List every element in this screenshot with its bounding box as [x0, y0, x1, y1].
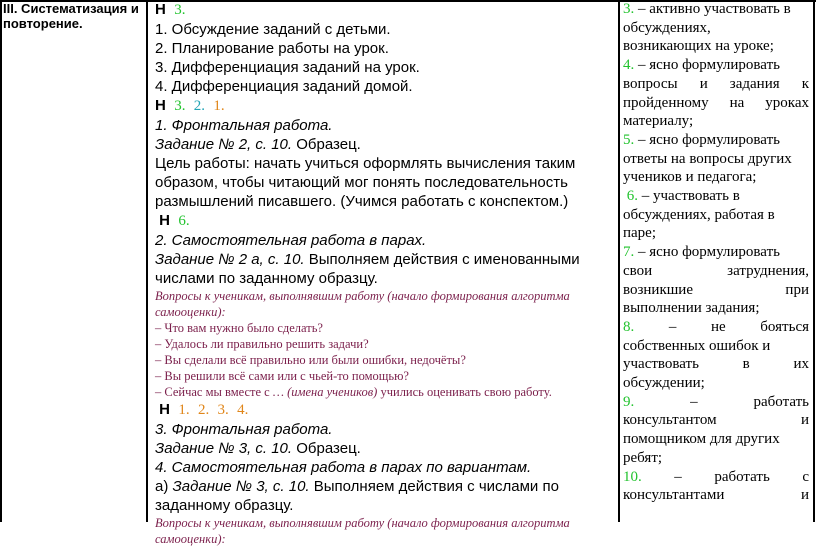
outcome-item [623, 56, 809, 131]
outcome-number: 8. [623, 318, 635, 335]
task-line: заданному образцу. [155, 497, 294, 514]
outcome-item [623, 468, 809, 505]
outcome-text: – не бояться [668, 318, 809, 335]
task-line [155, 135, 615, 154]
outcome-text: – ясно формулировать [638, 131, 780, 148]
question-item: – Вы решили всё сами или с чьей-то помощью? [155, 369, 409, 383]
goal-line: размышлений писавшего. (Учимся работать с конспектом.) [155, 193, 569, 210]
table-border-left [0, 0, 2, 522]
task-line [155, 477, 615, 496]
task-prefix: а) [155, 478, 173, 495]
outcome-line [623, 393, 809, 412]
outcome-text: – участвовать в [641, 188, 740, 205]
question-text: – Сейчас мы вместе с [155, 385, 273, 399]
outcome-line: ответы на вопросы других [623, 150, 792, 167]
block3-header [155, 211, 615, 231]
outcome-line: консультантом и [623, 412, 809, 429]
outcome-line: помощником для других [623, 431, 780, 448]
outcome-item [623, 243, 809, 318]
questions-heading: самооценки): [155, 532, 226, 546]
outcome-line: обсуждениях, работая в [623, 206, 775, 223]
goal-line: Цель работы: начать учиться оформлять вычисления таким [155, 155, 576, 172]
block4-header [155, 400, 615, 420]
question-text: учились оценивать свою работу. [377, 385, 552, 399]
outcome-item [623, 393, 809, 468]
outcome-number: 9. [623, 393, 635, 410]
list-item: 2. Планирование работы на урок. [155, 40, 389, 57]
section-title: III. Систематизация и повторение. [3, 1, 139, 31]
content-cell [155, 0, 615, 546]
level-number: 2. [193, 98, 206, 114]
list-item: 3. Дифференциация заданий на урок. [155, 59, 420, 76]
outcome-line [623, 187, 809, 206]
outcome-number: 10. [623, 468, 642, 485]
task-reference: Задание № 3, с. 10. [172, 478, 310, 495]
list-item: 4. Дифференциация заданий домой. [155, 78, 413, 95]
outcome-number: 5. [623, 131, 635, 148]
outcome-line: собственных ошибок и [623, 337, 771, 354]
question-item: – Вы сделали всё правильно или были ошибки, недочёты? [155, 353, 466, 367]
section-cell [3, 0, 141, 522]
table-border-right [813, 0, 815, 522]
list-item: 1. Обсуждение заданий с детьми. [155, 21, 391, 38]
column-divider-1 [146, 0, 148, 522]
outcome-number: 7. [623, 244, 635, 261]
outcome-line: обсуждении; [623, 375, 705, 392]
frontal-work-title: 1. Фронтальная работа. [155, 117, 333, 134]
outcome-number: 4. [623, 57, 635, 74]
outcome-text: – работать [690, 393, 809, 410]
outcomes-cell [623, 0, 809, 522]
task-reference: Задание № 2, с. 10. [155, 136, 293, 153]
outcome-line: свои затруднения, [623, 262, 809, 279]
outcome-line [623, 243, 809, 262]
outcome-item [623, 131, 809, 187]
pair-work-title: 4. Самостоятельная работа в парах по вариантам. [155, 459, 532, 476]
level-marker: Н [155, 97, 166, 114]
question-item: – Что вам нужно было сделать? [155, 321, 323, 335]
outcome-text: – работать с [674, 468, 809, 485]
outcome-line: выполнении задания; [623, 300, 760, 317]
question-item [155, 384, 615, 400]
outcome-line: возникшие при [623, 281, 809, 298]
outcome-line: консультантами и [623, 487, 809, 504]
task-text: Выполняем действия с именованными [304, 251, 580, 268]
outcome-line: паре; [623, 225, 657, 242]
questions-heading: Вопросы к ученикам, выполнявшим работу (начало формирования алгоритма [155, 516, 570, 530]
level-number: 4. [237, 402, 249, 418]
level-marker: Н [159, 212, 171, 229]
goal-line: образом, чтобы читающий мог понять последовательность [155, 174, 568, 191]
outcome-line [623, 131, 809, 150]
block1-header [155, 0, 615, 20]
task-line [155, 439, 615, 458]
frontal-work-title: 3. Фронтальная работа. [155, 421, 333, 438]
task-line: числами по заданному образцу. [155, 270, 378, 287]
outcome-item [623, 0, 809, 56]
task-line [155, 250, 615, 269]
level-number: 3. [174, 98, 186, 114]
column-divider-2 [618, 0, 620, 522]
task-reference: Задание № 3, с. 10. [155, 440, 293, 457]
outcome-text: – ясно формулировать [638, 244, 780, 261]
outcome-line [623, 318, 809, 337]
outcome-line [623, 468, 809, 487]
level-marker: Н [155, 1, 166, 18]
outcome-line: пройденному на уроках [623, 94, 809, 111]
outcome-text: – активно участвовать в [638, 1, 791, 17]
outcome-line: вопросы и задания к [623, 75, 809, 92]
question-item: – Удалось ли правильно решить задачи? [155, 337, 369, 351]
outcome-text: – ясно формулировать [638, 57, 780, 74]
outcome-line: участвовать в их [623, 356, 809, 373]
level-number: 1. [213, 98, 225, 114]
outcome-line: материалу; [623, 113, 694, 130]
outcome-line [623, 56, 809, 75]
outcome-number: 3. [623, 1, 635, 17]
questions-heading: Вопросы к ученикам, выполнявшим работу (начало формирования алгоритма [155, 289, 570, 303]
task-reference: Задание № 2 а, с. 10. [155, 251, 305, 268]
question-names: … (имена учеников) [272, 385, 378, 399]
questions-heading: самооценки): [155, 305, 226, 319]
outcome-line: обсуждениях, [623, 19, 711, 36]
level-number: 3. [217, 402, 229, 418]
task-text: Образец. [292, 136, 361, 153]
outcome-line: ребят; [623, 449, 663, 466]
outcome-item [623, 318, 809, 393]
block2-header [155, 96, 615, 116]
pair-work-title: 2. Самостоятельная работа в парах. [155, 232, 427, 249]
level-number: 2. [197, 402, 210, 418]
outcome-number: 6. [626, 188, 638, 205]
outcome-line: возникающих на уроке; [623, 38, 774, 55]
level-number: 3. [174, 2, 186, 18]
level-number: 6. [178, 213, 190, 229]
outcome-line: учеников и педагога; [623, 169, 757, 186]
level-marker: Н [159, 401, 171, 418]
task-text: Выполняем действия с числами по [309, 478, 559, 495]
outcome-line [623, 0, 809, 19]
task-text: Образец. [292, 440, 361, 457]
outcome-item [623, 187, 809, 243]
level-number: 1. [178, 402, 190, 418]
